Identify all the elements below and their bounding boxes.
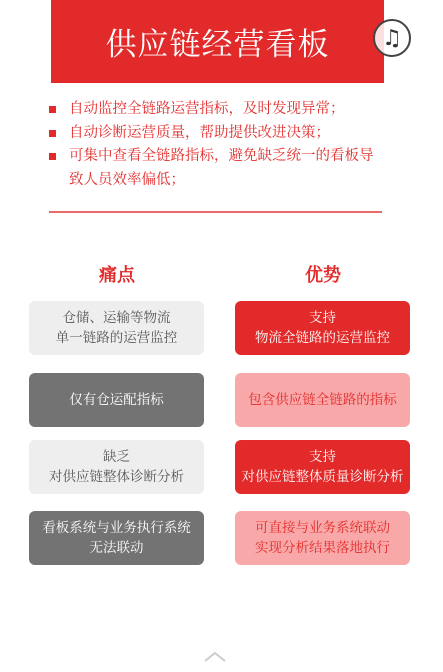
pain-card-monitoring: 仓储、运输等物流 单一链路的运营监控 (29, 301, 204, 355)
advantage-card-diagnosis: 支持 对供应链整体质量诊断分析 (235, 440, 410, 494)
bullet-square-icon (49, 106, 56, 113)
advantage-card-metrics: 包含供应链全链路的指标 (235, 373, 410, 427)
pain-card-linkage: 看板系统与业务执行系统 无法联动 (29, 511, 204, 565)
feature-item: 自动诊断运营质量，帮助提供改进决策； (47, 122, 377, 146)
section-divider (49, 211, 382, 213)
bullet-square-icon (49, 153, 56, 160)
advantages-heading: 优势 (305, 265, 341, 286)
advantage-card-monitoring: 支持 物流全链路的运营监控 (235, 301, 410, 355)
feature-list (47, 98, 377, 192)
pain-card-diagnosis: 缺乏 对供应链整体诊断分析 (29, 440, 204, 494)
chevron-up-icon[interactable] (203, 650, 227, 662)
pain-card-metrics: 仅有仓运配指标 (29, 373, 204, 427)
bullet-square-icon (49, 130, 56, 137)
music-note-icon[interactable]: ♫ (373, 19, 411, 57)
feature-item: 自动监控全链路运营指标，及时发现异常； (47, 98, 377, 122)
pain-points-heading: 痛点 (99, 265, 135, 286)
page-title: 供应链经营看板 (51, 0, 384, 83)
feature-item: 可集中查看全链路指标，避免缺乏统一的看板导致人员效率偏低； (47, 145, 377, 192)
advantage-card-linkage: 可直接与业务系统联动 实现分析结果落地执行 (235, 511, 410, 565)
